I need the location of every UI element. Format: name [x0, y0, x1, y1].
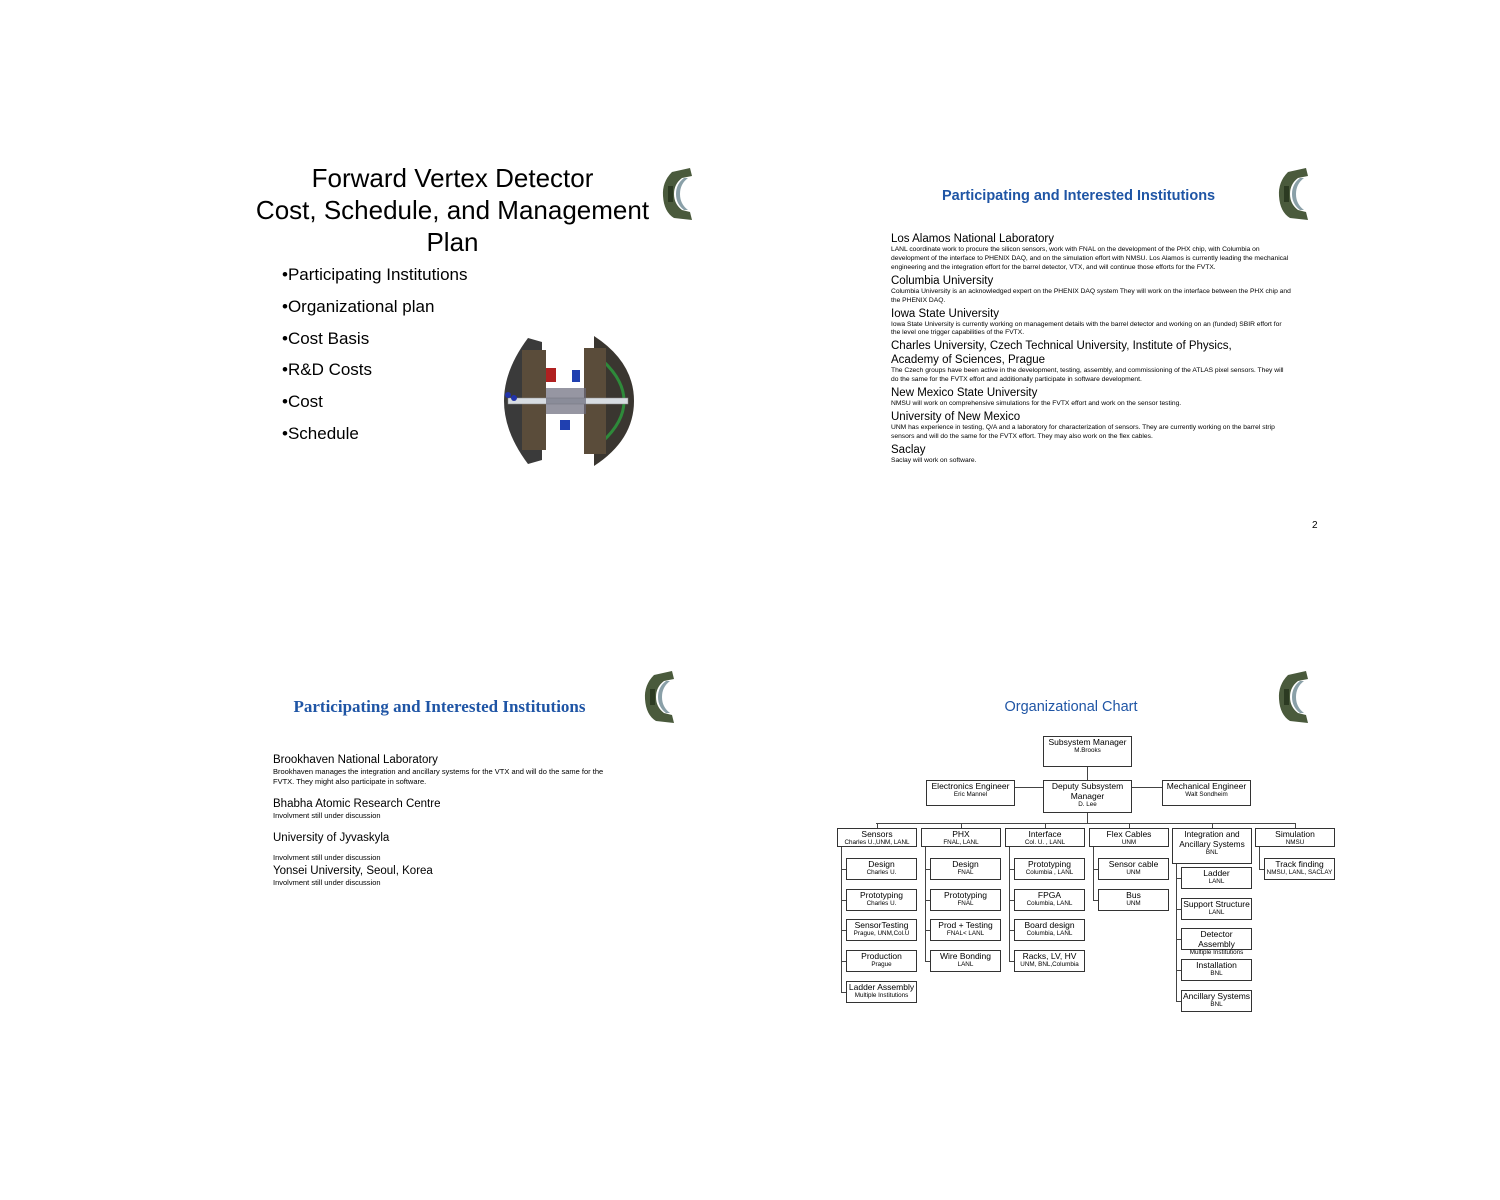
org-box-title: Racks, LV, HV	[1022, 951, 1077, 962]
org-box-task	[1264, 858, 1335, 880]
institution-description: Columbia University is an acknowledged expert on the PHENIX DAQ system They will work on the interface between the PHX chip and the PHENIX DAQ.	[891, 287, 1291, 304]
page-number: 2	[1312, 520, 1318, 531]
bullet-item: • Schedule	[282, 423, 468, 455]
org-box-task	[1181, 928, 1252, 957]
org-box-subtitle: Columbia, LANL	[1026, 930, 1073, 938]
org-box-task	[846, 889, 917, 911]
org-box-title: Mechanical Engineer	[1166, 781, 1247, 791]
org-box-subtitle: UNM	[1126, 899, 1141, 907]
org-box-column-head	[1172, 828, 1252, 864]
org-box-task	[1098, 889, 1169, 911]
org-box-title: Interface	[1028, 829, 1062, 839]
bullet-item: • Participating Institutions	[282, 264, 468, 296]
org-box-title: Subsystem Manager	[1048, 737, 1127, 747]
org-box-subtitle: UNM, BNL,Columbia	[1020, 961, 1079, 969]
org-box-title: Production	[861, 951, 902, 962]
slide-1-title	[240, 162, 665, 258]
org-box-subtitle: LANL	[1208, 878, 1225, 885]
org-box-subtitle: Prague	[871, 961, 892, 969]
org-box-title: Ladder Assembly	[848, 981, 915, 992]
institution-description: LANL coordinate work to procure the silicon sensors, work with FNAL on the development of the PHX chip, with Columbia on development of the interface to PHENIX DAQ, and on the simulation effort with NMSU. Los Alamos is currently leading the mechanical engineering and the integration effort for the barrel detector, VTX, and will continue those efforts for the FVTX.	[891, 246, 1289, 271]
org-box-title: Design	[952, 859, 979, 869]
org-box-title: Prod + Testing	[938, 920, 993, 931]
institution-description: Brookhaven manages the integration and ancillary systems for the VTX and will do the same for the FVTX. They might also participate in software.	[273, 767, 604, 786]
org-box-subtitle: M.Brooks	[1074, 747, 1101, 754]
org-box-title: Deputy Subsystem Manager	[1051, 781, 1124, 801]
org-box-title: Installation	[1196, 960, 1237, 971]
org-box-title: Detector Assembly	[1198, 929, 1235, 950]
title-line: Forward Vertex Detector	[311, 163, 594, 193]
institution-description: Involvment still under discussion	[273, 853, 381, 862]
org-box-subtitle: Multiple Institutions	[854, 991, 909, 999]
org-box-subtitle: BNL	[1205, 849, 1219, 856]
institution-name: New Mexico State University	[891, 387, 1038, 400]
org-box-task	[846, 981, 917, 1003]
institution-name: Columbia University	[891, 274, 994, 287]
org-box-task	[1181, 959, 1252, 981]
institution-list	[891, 232, 1291, 467]
institution-name: Bhabha Atomic Research Centre	[273, 798, 441, 810]
org-box-subtitle: Prague, UNM,Col.U	[853, 930, 910, 938]
org-box-title: Prototyping	[944, 889, 987, 900]
org-box-deputy	[1043, 780, 1132, 813]
institution-description: Saclay will work on software.	[891, 456, 977, 464]
institution-list	[273, 753, 623, 889]
org-box-task	[1014, 919, 1085, 941]
institution-description: Involvment still under discussion	[273, 811, 381, 820]
org-box-title: Ladder	[1203, 868, 1230, 878]
institution-description: The Czech groups have been active in the development, testing, assembly, and commissioning of the ATLAS pixel sensors. They will do the same for the FVTX effort and additionally participate in software development.	[891, 367, 1284, 384]
org-box-subtitle: Eric Mannel	[953, 791, 988, 798]
org-box-title: Support Structure	[1183, 898, 1250, 909]
institution-name: Charles University, Czech Technical University, Institute of Physics, Academy of Sciences, Prague	[891, 340, 1232, 367]
org-box-task	[1181, 990, 1252, 1012]
org-box-subtitle: UNM	[1126, 869, 1141, 876]
org-box-task	[930, 950, 1001, 972]
title-line: Plan	[426, 227, 479, 257]
org-box-task	[1181, 867, 1252, 889]
bullet-item: • Organizational plan	[282, 296, 468, 328]
org-box-task	[1098, 858, 1169, 880]
org-box-title: Electronics Engineer	[931, 781, 1010, 791]
org-box-subtitle: Charles U.,UNM, LANL	[844, 839, 910, 846]
org-box-title: Sensor cable	[1108, 859, 1159, 869]
org-box-subtitle: FNAL< LANL	[946, 930, 985, 938]
org-box-subtitle: NMSU	[1285, 839, 1305, 846]
org-box-task	[846, 919, 917, 941]
org-box-column-head	[1255, 828, 1335, 847]
connector-line	[1132, 787, 1162, 788]
org-box-subtitle: FNAL, LANL	[943, 839, 979, 846]
org-box-column-head	[1089, 828, 1169, 847]
org-box-title: Prototyping	[1028, 859, 1071, 869]
org-box-task	[846, 858, 917, 880]
institution-description: Involvment still under discussion	[273, 878, 381, 887]
org-box-title: Simulation	[1275, 829, 1315, 839]
bullet-item: • R&D Costs	[282, 359, 468, 391]
title-line: Cost, Schedule, and Management	[255, 195, 650, 225]
connector-line	[1087, 767, 1088, 780]
org-box-electronics-engineer	[926, 780, 1015, 806]
org-box-title: Flex Cables	[1106, 829, 1152, 839]
org-box-subtitle: LANL	[957, 961, 974, 969]
org-box-title: Track finding	[1275, 859, 1324, 869]
institution-name: University of Jyvaskyla	[273, 832, 390, 844]
connector-line	[1176, 864, 1177, 1001]
connector-line	[1009, 847, 1010, 961]
institution-description: Iowa State University is currently working on management details with the barrel detector and working on an (funded) SBIR effort for the level one trigger capabilities of the FVTX.	[891, 320, 1282, 337]
detector-illustration-icon	[498, 330, 638, 472]
org-box-subtitle: UNM	[1121, 839, 1137, 846]
org-box-subtitle: NMSU, LANL, SACLAY	[1266, 869, 1333, 876]
bullet-item: • Cost Basis	[282, 328, 468, 360]
org-box-task	[930, 919, 1001, 941]
org-box-subtitle: Columbia, LANL	[1026, 899, 1073, 907]
connector-line	[1259, 847, 1260, 869]
org-box-title: Prototyping	[860, 889, 903, 900]
org-box-manager	[1043, 736, 1132, 767]
institution-name: Saclay	[891, 443, 926, 456]
org-box-column-head	[1005, 828, 1085, 847]
org-box-task	[1014, 950, 1085, 972]
org-box-subtitle: Col. U. , LANL	[1024, 839, 1066, 846]
phenix-logo-icon	[1276, 669, 1312, 725]
org-box-title: Bus	[1126, 889, 1141, 900]
org-box-task	[846, 950, 917, 972]
org-box-title: SensorTesting	[854, 920, 909, 931]
org-box-title: FPGA	[1037, 889, 1062, 900]
org-box-task	[1014, 889, 1085, 911]
org-box-column-head	[837, 828, 917, 847]
org-box-title: Integration and Ancillary Systems	[1179, 829, 1245, 849]
connector-line	[1087, 813, 1088, 823]
org-box-subtitle: Charles U.	[866, 899, 897, 907]
slide-2-title: Participating and Interested Institutions	[942, 188, 1216, 204]
phenix-logo-icon	[1276, 166, 1312, 222]
org-box-column-head	[921, 828, 1001, 847]
org-box-title: Sensors	[861, 829, 893, 839]
org-box-subtitle: D. Lee	[1078, 801, 1097, 808]
org-box-title: Wire Bonding	[939, 951, 992, 962]
slide-3-title: Participating and Interested Institutions	[293, 697, 586, 716]
institution-name: University of New Mexico	[891, 411, 1021, 424]
institution-description: NMSU will work on comprehensive simulations for the FVTX effort and work on the sensor testing.	[891, 400, 1182, 408]
phenix-logo-icon	[660, 166, 696, 222]
institution-description: UNM has experience in testing, Q/A and a laboratory for characterization of sensors. They are currently working on the barrel strip sensors and will do the same for the FVTX effort. They may also work on the flex cables.	[891, 424, 1275, 440]
bullet-item: • Cost	[282, 391, 468, 423]
org-box-subtitle: Charles U.	[866, 869, 897, 876]
org-box-title: Ancillary Systems	[1182, 990, 1251, 1001]
org-box-mechanical-engineer	[1162, 780, 1251, 806]
institution-name: Los Alamos National Laboratory	[891, 233, 1055, 245]
org-box-subtitle: LANL	[1208, 908, 1225, 916]
org-box-title: Board design	[1024, 920, 1075, 931]
phenix-logo-icon	[642, 669, 678, 725]
org-box-subtitle: Multiple Institutions	[1189, 949, 1244, 957]
connector-line	[1093, 847, 1094, 900]
connector-line	[1015, 787, 1043, 788]
org-box-task	[1181, 898, 1252, 920]
org-box-task	[930, 858, 1001, 880]
slide-1-bullets	[282, 264, 468, 455]
org-box-subtitle: BNL	[1210, 970, 1223, 978]
connector-line	[876, 823, 1296, 824]
org-box-task	[1014, 858, 1085, 880]
org-box-subtitle: Walt Sondheim	[1185, 791, 1228, 798]
org-box-title: Design	[868, 859, 895, 869]
org-box-subtitle: BNL	[1210, 1000, 1223, 1008]
institution-name: Iowa State University	[891, 307, 1000, 320]
org-box-subtitle: FNAL	[957, 869, 974, 876]
institution-name: Brookhaven National Laboratory	[273, 754, 438, 766]
org-box-subtitle: Columbia , LANL	[1025, 869, 1074, 876]
org-box-title: PHX	[952, 829, 970, 839]
org-box-subtitle: FNAL	[957, 899, 974, 907]
institution-name: Yonsei University, Seoul, Korea	[273, 865, 433, 877]
org-box-task	[930, 889, 1001, 911]
org-chart-title: Organizational Chart	[1004, 699, 1138, 715]
connector-line	[925, 847, 926, 961]
